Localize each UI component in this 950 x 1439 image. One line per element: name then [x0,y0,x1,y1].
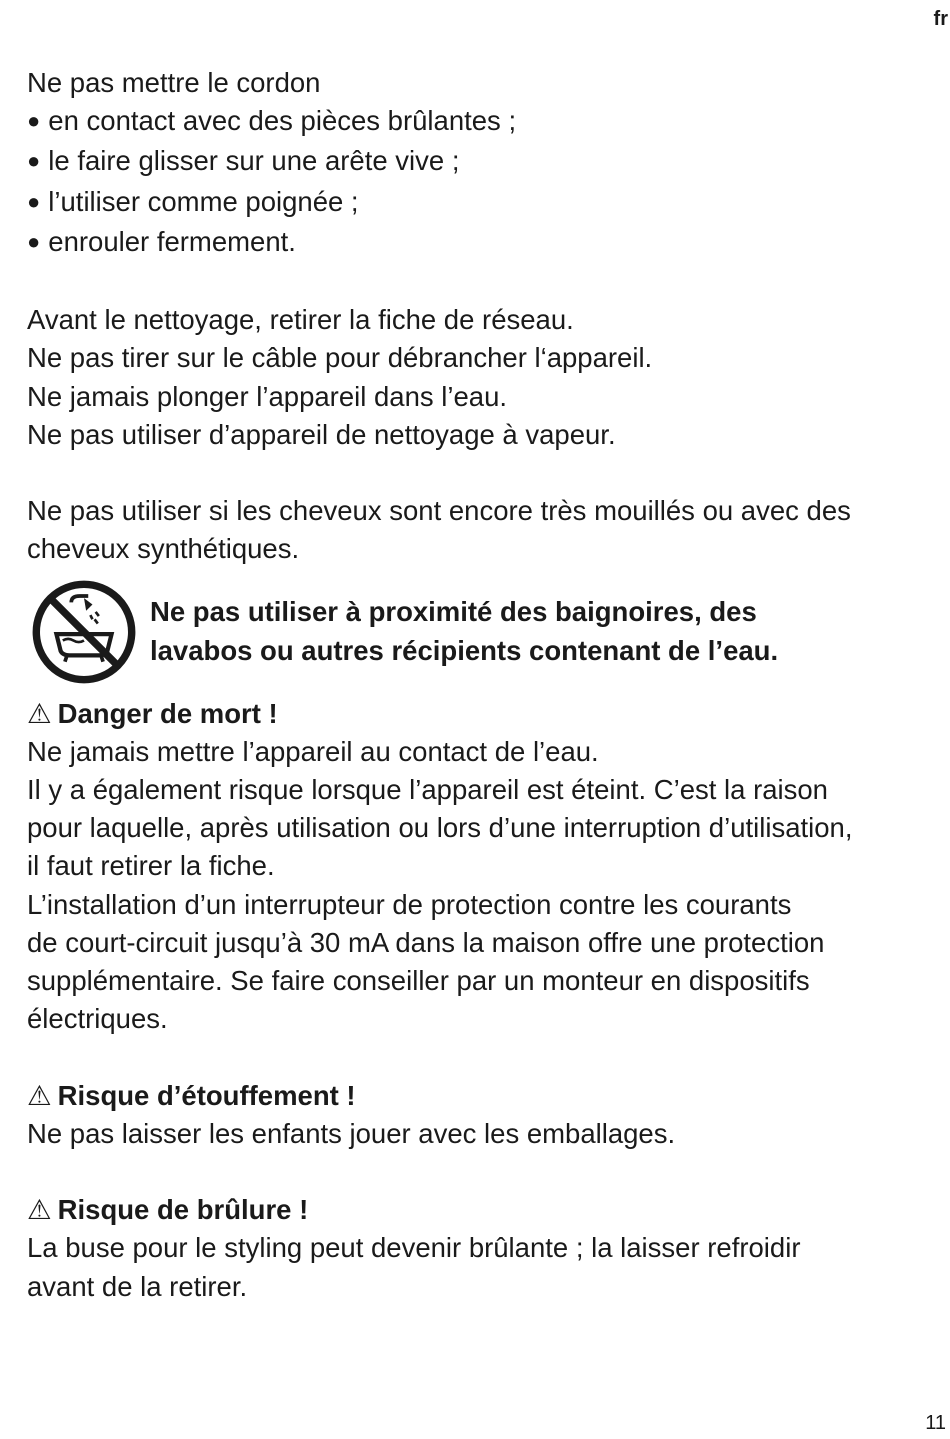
list-item: ● en contact avec des pièces brûlantes ; [27,102,945,142]
danger-line: de court-circuit jusqu’à 30 mA dans la maison offre une protection [27,926,825,958]
cord-intro: Ne pas mettre le cordon [27,67,321,98]
hair-line: Ne pas utiliser si les cheveux sont encore très mouillés ou avec des [27,495,851,527]
burn-line: La buse pour le styling peut devenir brûlante ; la laisser refroidir [27,1232,801,1264]
bath-warning-line: Ne pas utiliser à proximité des baignoires, des [150,596,757,628]
danger-line: Ne jamais mettre l’appareil au contact de l’eau. [27,735,599,767]
cleaning-line: Ne jamais plonger l’appareil dans l’eau. [27,380,508,412]
danger-line: il faut retirer la fiche. [27,850,275,882]
warning-triangle-icon: ⚠ [27,1194,52,1226]
danger-line: L’installation d’un interrupteur de protection contre les courants [27,888,792,920]
list-item: ● le faire glisser sur une arête vive ; [27,142,945,182]
burn-title: Risque de brûlure ! [57,1194,309,1226]
burn-heading [27,1191,945,1229]
suffocation-title: Risque d’étouffement ! [57,1079,356,1111]
cleaning-line: Avant le nettoyage, retirer la fiche de réseau. [27,304,574,336]
no-bathtub-icon [31,579,137,685]
bath-warning-text [150,593,778,669]
suffocation-heading [27,1077,945,1115]
danger-line: Il y a également risque lorsque l’appareil est éteint. C’est la raison [27,774,828,806]
page-number: 11 [925,1412,946,1434]
danger-line: électriques. [27,1003,168,1035]
danger-line: pour laquelle, après utilisation ou lors d’une interruption d’utilisation, [27,812,853,844]
cleaning-line: Ne pas utiliser d’appareil de nettoyage à vapeur. [27,418,616,450]
danger-heading [27,695,945,733]
bath-warning-line: lavabos ou autres récipients contenant de l’eau. [150,634,779,666]
warning-triangle-icon: ⚠ [27,697,52,729]
danger-line: supplémentaire. Se faire conseiller par un monteur en dispositifs [27,965,810,997]
list-item: ● l’utiliser comme poignée ; [27,183,945,223]
warning-triangle-icon: ⚠ [27,1079,52,1111]
hair-line: cheveux synthétiques. [27,533,300,565]
language-code: fr [933,8,948,30]
bath-warning [27,579,945,685]
suffocation-line: Ne pas laisser les enfants jouer avec les emballages. [27,1117,676,1149]
burn-line: avant de la retirer. [27,1270,248,1302]
danger-title: Danger de mort ! [57,697,278,729]
safety-instructions [27,64,945,1306]
cleaning-line: Ne pas tirer sur le câble pour débrancher l‘appareil. [27,342,653,374]
list-item: ● enrouler fermement. [27,223,945,263]
